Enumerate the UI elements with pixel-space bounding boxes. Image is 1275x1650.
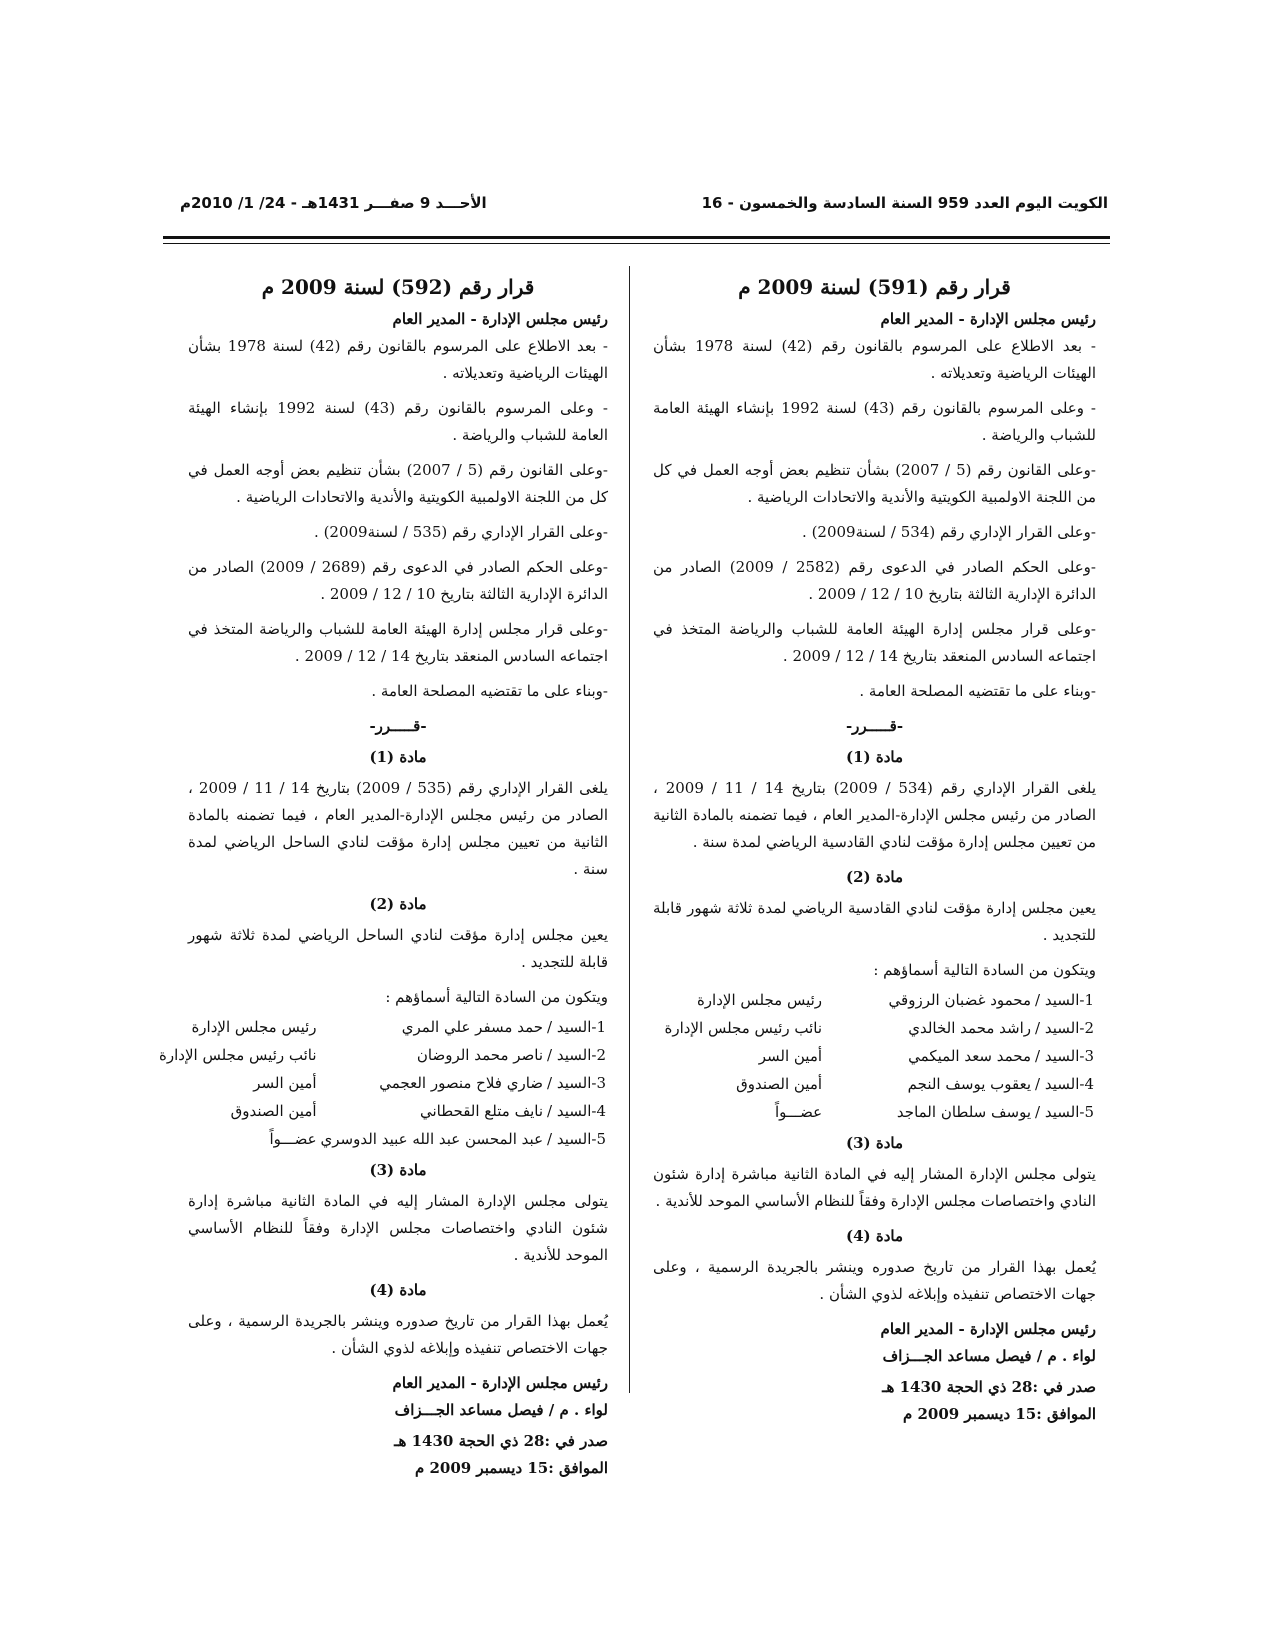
table-row bbox=[653, 1070, 1096, 1098]
decision-592-column bbox=[159, 270, 608, 1482]
member-role: نائب رئيس مجلس الإدارة bbox=[664, 1019, 823, 1037]
member-name: يعقوب يوسف النجم bbox=[907, 1075, 1032, 1093]
preamble-clause: -وبناء على ما تقتضيه المصلحة العامة . bbox=[371, 682, 608, 700]
table-row bbox=[157, 1069, 608, 1097]
article-4-title: مادة (4) bbox=[845, 1227, 903, 1245]
table-row bbox=[157, 1013, 608, 1041]
member-name: عبد المحسن عبد الله عبيد الدوسري bbox=[320, 1130, 544, 1148]
decided-heading: -قـــــرر- bbox=[369, 717, 427, 735]
issued-date: صدر في :28 ذي الحجة 1430 هـ bbox=[882, 1378, 1096, 1396]
decision-title: قرار رقم (592) لسنة 2009 م bbox=[261, 275, 535, 299]
member-name: محمد سعد الميكمي bbox=[908, 1047, 1032, 1065]
article-2-text: يعين مجلس إدارة مؤقت لنادي القادسية الرياضي لمدة ثلاثة شهور قابلة للتجديد . bbox=[653, 899, 1096, 944]
decision-591-column bbox=[653, 270, 1096, 1428]
preamble-clause: -وعلى قرار مجلس إدارة الهيئة العامة للشباب والرياضة المتخذ في اجتماعه السادس المنعقد بتاريخ 14 / 12 / 2009 . bbox=[188, 620, 608, 665]
member-name: محمود غضبان الرزوقي bbox=[888, 991, 1032, 1009]
member-prefix: 2-السيد / bbox=[547, 1046, 606, 1064]
member-role: نائب رئيس مجلس الإدارة bbox=[159, 1046, 317, 1064]
article-1-title: مادة (1) bbox=[369, 748, 427, 766]
header-rule-thick bbox=[163, 236, 1110, 239]
decision-title: قرار رقم (591) لسنة 2009 م bbox=[738, 275, 1011, 299]
corresponding-date: الموافق :15 ديسمبر 2009 م bbox=[414, 1459, 608, 1477]
table-row bbox=[157, 1097, 608, 1125]
issued-date: صدر في :28 ذي الحجة 1430 هـ bbox=[394, 1432, 608, 1450]
article-3-title: مادة (3) bbox=[845, 1134, 903, 1152]
members-intro: ويتكون من السادة التالية أسماؤهم : bbox=[385, 988, 608, 1006]
preamble-clause: -وعلى القرار الإداري رقم (535 / لسنة2009) . bbox=[314, 523, 608, 541]
table-row bbox=[653, 1042, 1096, 1070]
preamble-clause: -وعلى الحكم الصادر في الدعوى رقم (2689 / 2009) الصادر من الدائرة الإدارية الثالثة بتاريخ 10 / 12 / 2009 . bbox=[188, 558, 608, 603]
member-role: عضـــواً bbox=[774, 1103, 823, 1121]
preamble-clause: - بعد الاطلاع على المرسوم بالقانون رقم (42) لسنة 1978 بشأن الهيئات الرياضية وتعديلاته . bbox=[653, 337, 1096, 382]
article-3-text: يتولى مجلس الإدارة المشار إليه في المادة الثانية مباشرة إدارة شئون النادي واختصاصات مجلس الإدارة وفقاً للنظام الأساسي الموحد للأندية . bbox=[653, 1165, 1096, 1210]
page-header bbox=[168, 194, 1108, 224]
table-row bbox=[653, 986, 1096, 1014]
table-row bbox=[653, 1014, 1096, 1042]
member-prefix: 4-السيد / bbox=[1035, 1075, 1094, 1093]
member-prefix: 4-السيد / bbox=[547, 1102, 606, 1120]
decision-issuer: رئيس مجلس الإدارة - المدير العام bbox=[880, 310, 1096, 328]
member-role: أمين الصندوق bbox=[736, 1075, 823, 1093]
article-4-title: مادة (4) bbox=[369, 1281, 427, 1299]
member-prefix: 5-السيد / bbox=[1035, 1103, 1094, 1121]
article-2-title: مادة (2) bbox=[845, 868, 903, 886]
table-row bbox=[653, 1098, 1096, 1126]
member-prefix: 5-السيد / bbox=[547, 1130, 606, 1148]
member-role: رئيس مجلس الإدارة bbox=[696, 991, 823, 1009]
article-1-text: يلغى القرار الإداري رقم (534 / 2009) بتاريخ 14 / 11 / 2009 ، الصادر من رئيس مجلس الإدارة-المدير العام ، فيما تضمنه بالمادة الثانية من تعيين مجلس إدارة مؤقت لنادي القادسية الرياضي لمدة سنة . bbox=[653, 779, 1097, 851]
article-2-text: يعين مجلس إدارة مؤقت لنادي الساحل الرياضي لمدة ثلاثة شهور قابلة للتجديد . bbox=[188, 926, 608, 971]
article-4-text: يُعمل بهذا القرار من تاريخ صدوره وينشر بالجريدة الرسمية ، وعلى جهات الاختصاص تنفيذه وإبلاغه لذوي الشأن . bbox=[653, 1258, 1096, 1303]
preamble-clause: - وعلى المرسوم بالقانون رقم (43) لسنة 1992 بإنشاء الهيئة العامة للشباب والرياضة . bbox=[653, 399, 1096, 444]
article-1-title: مادة (1) bbox=[845, 748, 903, 766]
header-rule-thin bbox=[163, 243, 1110, 244]
issue-dates bbox=[653, 1374, 1096, 1428]
preamble-clause: -وبناء على ما تقتضيه المصلحة العامة . bbox=[859, 682, 1096, 700]
preamble-clause: -وعلى قرار مجلس إدارة الهيئة العامة للشباب والرياضة المتخذ في اجتماعه السادس المنعقد بتاريخ 14 / 12 / 2009 . bbox=[653, 620, 1096, 665]
member-name: ضاري فلاح منصور العجمي bbox=[379, 1074, 544, 1092]
preamble-clause: -وعلى القانون رقم (5 / 2007) بشأن تنظيم بعض أوجه العمل في كل من اللجنة الاولمبية الكويتية والأندية والاتحادات الرياضية . bbox=[653, 461, 1096, 506]
member-name: نايف متلع القحطاني bbox=[419, 1102, 544, 1120]
article-2-title: مادة (2) bbox=[369, 895, 427, 913]
header-issue-info: الكويت اليوم العدد 959 السنة السادسة والخمسون - 16 bbox=[701, 194, 1108, 212]
column-divider bbox=[629, 266, 630, 1393]
article-3-text: يتولى مجلس الإدارة المشار إليه في المادة الثانية مباشرة إدارة شئون النادي واختصاصات مجلس الإدارة وفقاً للنظام الأساسي الموحد للأندية . bbox=[188, 1192, 608, 1264]
decision-issuer: رئيس مجلس الإدارة - المدير العام bbox=[392, 310, 608, 328]
signature-name: لواء . م / فيصل مساعد الجـــزاف bbox=[394, 1401, 608, 1419]
preamble-clause: -وعلى القانون رقم (5 / 2007) بشأن تنظيم بعض أوجه العمل في كل من اللجنة الاولمبية الكويتية والأندية والاتحادات الرياضية . bbox=[188, 461, 608, 506]
signature-title: رئيس مجلس الإدارة - المدير العام bbox=[880, 1320, 1096, 1338]
member-name: حمد مسفر علي المري bbox=[401, 1018, 544, 1036]
preamble-clause: -وعلى القرار الإداري رقم (534 / لسنة2009) . bbox=[802, 523, 1096, 541]
member-role: رئيس مجلس الإدارة bbox=[191, 1018, 317, 1036]
signature-name: لواء . م / فيصل مساعد الجـــزاف bbox=[882, 1347, 1096, 1365]
member-prefix: 3-السيد / bbox=[1035, 1047, 1094, 1065]
member-role: أمين السر bbox=[758, 1047, 823, 1065]
preamble-clause: - بعد الاطلاع على المرسوم بالقانون رقم (42) لسنة 1978 بشأن الهيئات الرياضية وتعديلاته . bbox=[188, 337, 608, 382]
member-prefix: 3-السيد / bbox=[547, 1074, 606, 1092]
corresponding-date: الموافق :15 ديسمبر 2009 م bbox=[902, 1405, 1096, 1423]
preamble-clause: - وعلى المرسوم بالقانون رقم (43) لسنة 1992 بإنشاء الهيئة العامة للشباب والرياضة . bbox=[188, 399, 608, 444]
member-role: أمين السر bbox=[253, 1074, 317, 1092]
header-date: الأحـــد 9 صفـــر 1431هـ - 24/ 1/ 2010م bbox=[180, 194, 487, 212]
members-table bbox=[653, 986, 1096, 1126]
member-role: عضـــواً bbox=[269, 1130, 317, 1148]
article-1-text: يلغى القرار الإداري رقم (535 / 2009) بتاريخ 14 / 11 / 2009 ، الصادر من رئيس مجلس الإدارة-المدير العام ، فيما تضمنه بالمادة الثانية من تعيين مجلس إدارة مؤقت لنادي الساحل الرياضي لمدة سنة . bbox=[188, 779, 608, 878]
issue-dates bbox=[188, 1428, 608, 1482]
members-table bbox=[157, 1013, 608, 1153]
article-3-title: مادة (3) bbox=[369, 1161, 427, 1179]
members-intro: ويتكون من السادة التالية أسماؤهم : bbox=[873, 961, 1096, 979]
member-name: راشد محمد الخالدي bbox=[908, 1019, 1032, 1037]
member-role: أمين الصندوق bbox=[230, 1102, 317, 1120]
member-prefix: 2-السيد / bbox=[1035, 1019, 1094, 1037]
decided-heading: -قـــــرر- bbox=[845, 717, 904, 735]
article-4-text: يُعمل بهذا القرار من تاريخ صدوره وينشر بالجريدة الرسمية ، وعلى جهات الاختصاص تنفيذه وإبلاغه لذوي الشأن . bbox=[188, 1312, 608, 1357]
member-name: يوسف سلطان الماجد bbox=[896, 1103, 1032, 1121]
member-prefix: 1-السيد / bbox=[547, 1018, 606, 1036]
table-row bbox=[157, 1041, 608, 1069]
member-prefix: 1-السيد / bbox=[1035, 991, 1094, 1009]
signature-title: رئيس مجلس الإدارة - المدير العام bbox=[392, 1374, 608, 1392]
member-name: ناصر محمد الروضان bbox=[416, 1046, 544, 1064]
table-row bbox=[157, 1125, 608, 1153]
preamble-clause: -وعلى الحكم الصادر في الدعوى رقم (2582 / 2009) الصادر من الدائرة الإدارية الثالثة بتاريخ 10 / 12 / 2009 . bbox=[653, 558, 1096, 603]
